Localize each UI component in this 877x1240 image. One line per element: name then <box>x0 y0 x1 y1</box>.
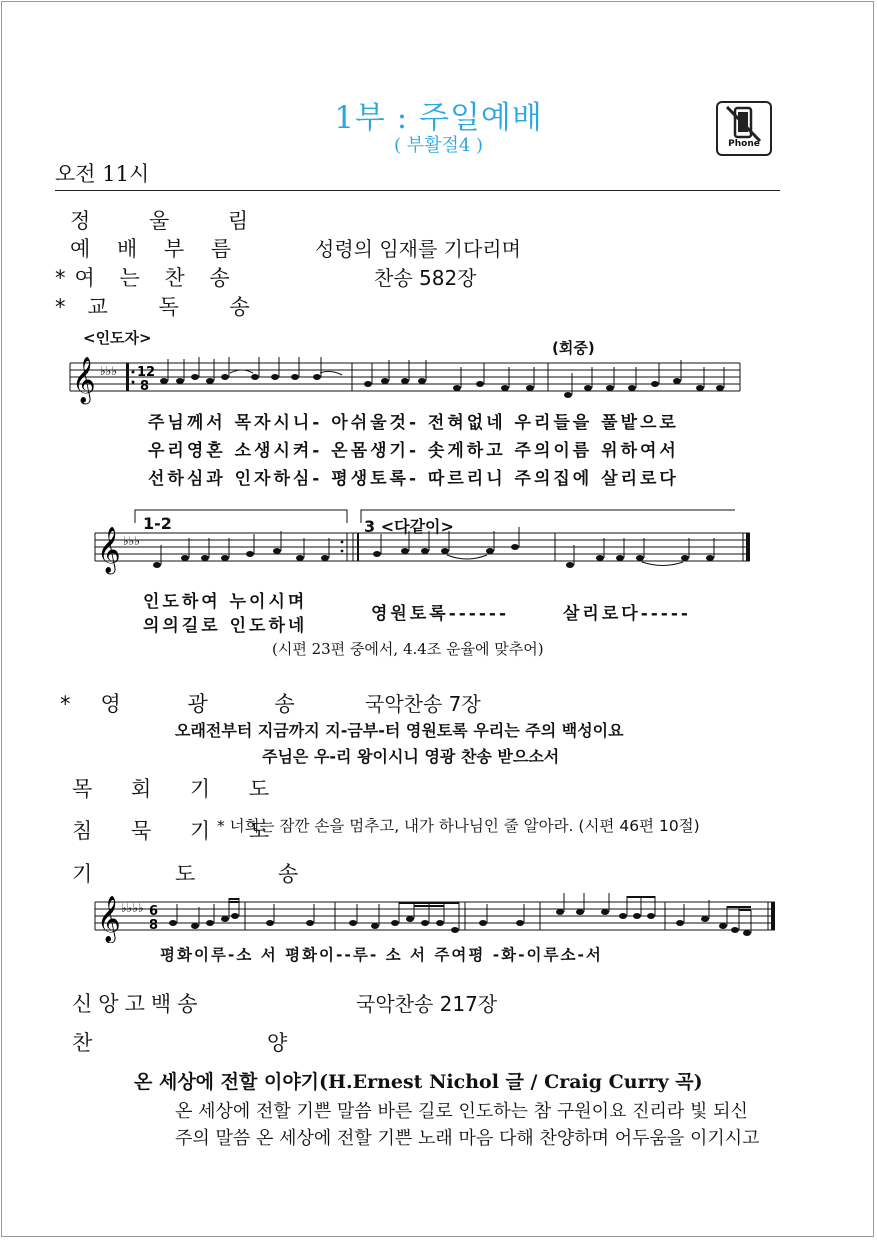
svg-text:8: 8 <box>140 379 150 394</box>
page-title: 1부 : 주일예배 <box>334 100 543 136</box>
music-staff-1 <box>60 355 750 405</box>
item-label-pastoral-prayer: 목 회 기 도 <box>72 777 286 801</box>
svg-text:♭♭♭: ♭♭♭ <box>100 364 117 378</box>
svg-text:8: 8 <box>149 918 159 933</box>
ending-3: 3 <다같이> <box>364 517 454 536</box>
item-label-prayer-song: 기 도 송 <box>72 862 337 886</box>
lyric-ending-1: 인도하여 누이시며 <box>143 592 308 612</box>
anthem-line-1: 온 세상에 전할 기쁜 말씀 바른 길로 인도하는 참 구원이요 진리라 빛 되신 <box>175 1101 748 1122</box>
item-label-opening-hymn: *여 는 찬 송 <box>55 266 239 290</box>
item-text-glory: 국악찬송 7장 <box>365 692 481 716</box>
svg-text:𝄞: 𝄞 <box>72 357 96 403</box>
svg-text:𝄞: 𝄞 <box>97 527 121 573</box>
item-text-call: 성령의 임재를 기다리며 <box>315 237 521 261</box>
page-subtitle: ( 부활절4 ) <box>393 135 484 156</box>
svg-text:♭♭♭: ♭♭♭ <box>123 534 140 548</box>
svg-text:𝄞: 𝄞 <box>97 896 121 942</box>
item-text-creed: 국악찬송 217장 <box>356 992 498 1016</box>
no-phone-icon <box>716 101 772 156</box>
prayer-song-lyrics: 평화이루-소 서 평화이--루- 소 서 주여평 -화-이루소-서 <box>160 946 603 964</box>
service-time: 오전 11시 <box>55 162 150 186</box>
ending-1-2: 1-2 <box>143 514 172 533</box>
silent-prayer-verse: * 너희는 잠깐 손을 멈추고, 내가 하나님인 줄 알아라. (시편 46편 10절) <box>217 817 700 835</box>
item-label-silent-prayer: 침 묵 기 도 <box>72 819 286 843</box>
item-label-responsive: *교 독 송 <box>55 295 272 319</box>
anthem-line-2: 주의 말씀 온 세상에 전할 기쁜 노래 마음 다해 찬양하며 어두움을 이기시고 <box>175 1128 760 1149</box>
lyric-line-3: 선하심과 인자하심- 평생토록- 따르리니 주의집에 살리로다 <box>148 469 679 489</box>
lyric-line-2: 우리영혼 소생시켜- 온몸생기- 솟게하고 주의이름 위하여서 <box>148 441 679 461</box>
item-label-call: 예 배 부 름 <box>70 237 242 261</box>
leader-label: <인도자> <box>83 329 152 347</box>
item-text-opening-hymn: 찬송 582장 <box>374 266 477 290</box>
lyric-line-1: 주님께서 목자시니- 아쉬울것- 전혀없네 우리들을 풀밭으로 <box>148 413 679 433</box>
svg-text:♭♭♭♭: ♭♭♭♭ <box>121 901 144 915</box>
item-label-glory: *영 광 송 <box>60 692 325 716</box>
lyric-ending-2: 의의길로 인도하네 <box>143 616 308 636</box>
svg-text:12: 12 <box>137 365 156 380</box>
music-staff-3 <box>85 888 785 943</box>
anthem-title: 온 세상에 전할 이야기(H.Ernest Nichol 글 / Craig Curry 곡) <box>134 1071 703 1093</box>
svg-text:6: 6 <box>149 904 159 919</box>
glory-line-2: 주님은 우-리 왕이시니 영광 찬송 받으소서 <box>262 747 560 766</box>
header-divider <box>55 190 780 191</box>
congregation-label: (회중) <box>552 339 595 357</box>
lyric-ending-3b: 살리로다----- <box>563 604 691 624</box>
item-label-creed: 신앙고백송 <box>72 992 204 1016</box>
item-label-bell: 정 울 림 <box>70 209 275 233</box>
phone-label: Phone <box>728 139 760 149</box>
psalm-source: (시편 23편 중에서, 4.4조 운율에 맞추어) <box>272 640 544 658</box>
item-label-anthem: 찬 양 <box>72 1031 372 1055</box>
staff1-notes <box>160 374 724 398</box>
lyric-ending-3a: 영원토록------ <box>371 604 510 624</box>
glory-line-1: 오래전부터 지금까지 지-금부-터 영원토록 우리는 주의 백성이요 <box>175 721 624 740</box>
